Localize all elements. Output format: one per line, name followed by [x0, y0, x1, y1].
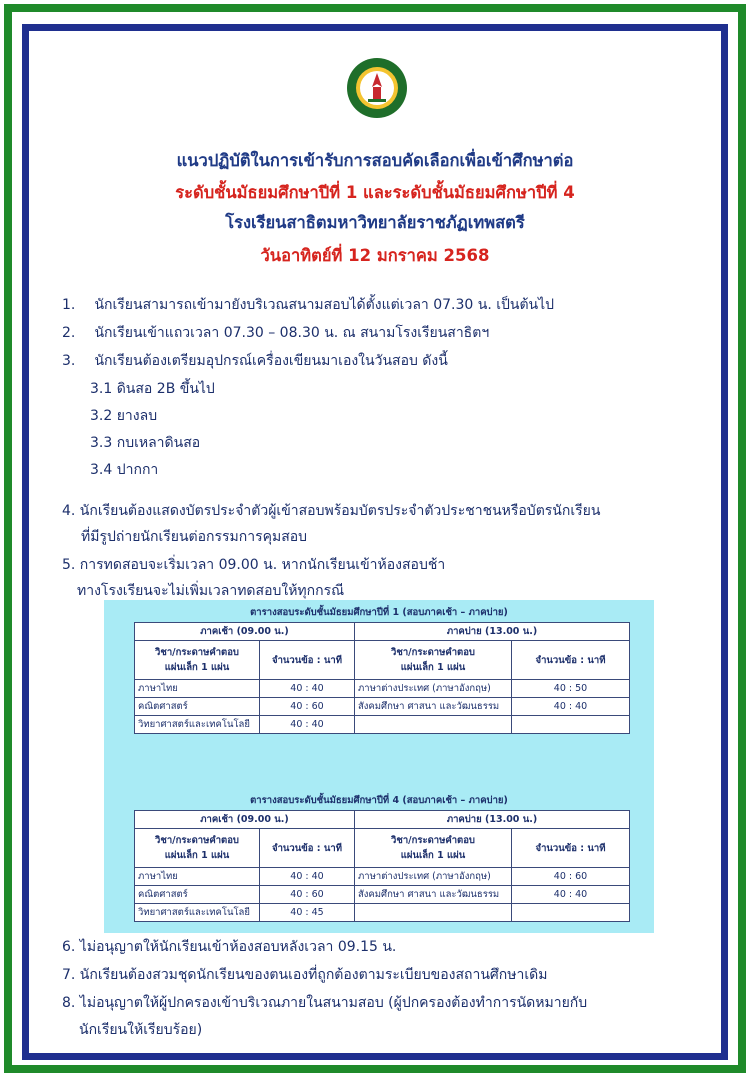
title-line-2: ระดับชั้นมัธยมศึกษาปีที่ 1 และระดับชั้นมัธยมศึกษาปีที่ 4 — [175, 183, 575, 202]
rule-5-line-1: 5. การทดสอบจะเริ่มเวลา 09.00 น. หากนักเรียนเข้าห้องสอบช้า — [62, 557, 446, 573]
count-header: จำนวนข้อ : นาที — [512, 641, 630, 680]
title-line-4: วันอาทิตย์ที่ 12 มกราคม 2568 — [260, 246, 490, 265]
morning-header: ภาคเช้า (09.00 น.) — [135, 811, 355, 829]
rule-8-line-1: 8. ไม่อนุญาตให้ผู้ปกครองเข้าบริเวณภายในสนามสอบ (ผู้ปกครองต้องทำการนัดหมายกับ — [62, 995, 588, 1011]
rule-number: 3. — [62, 353, 76, 369]
count-header: จำนวนข้อ : นาที — [260, 641, 355, 680]
rule-number: 2. — [62, 325, 76, 341]
table-row: ภาษาไทย 40 : 40 ภาษาต่างประเทศ (ภาษาอังกฤษ) 40 : 60 — [135, 868, 630, 886]
subject-header: วิชา/กระดาษคำตอบ แผ่นเล็ก 1 แผ่น — [355, 829, 512, 868]
exam-schedule-panel — [104, 600, 654, 933]
university-seal-icon — [346, 57, 408, 119]
rule-7: 7. นักเรียนต้องสวมชุดนักเรียนของตนเองที่ถูกต้องตามระเบียบของสถานศึกษาเดิม — [62, 967, 548, 983]
title-line-1: แนวปฏิบัติในการเข้ารับการสอบคัดเลือกเพื่อเข้าศึกษาต่อ — [176, 151, 574, 170]
rule-text: นักเรียนเข้าแถวเวลา 07.30 – 08.30 น. ณ สนามโรงเรียนสาธิตฯ — [94, 325, 490, 341]
subject-header: วิชา/กระดาษคำตอบ แผ่นเล็ก 1 แผ่น — [355, 641, 512, 680]
sub-item: 3.3 กบเหลาดินสอ — [90, 435, 201, 451]
table-row: คณิตศาสตร์ 40 : 60 สังคมศึกษา ศาสนา และวัฒนธรรม 40 : 40 — [135, 886, 630, 904]
sub-item: 3.4 ปากกา — [90, 462, 159, 478]
rule-4-line-1: 4. นักเรียนต้องแสดงบัตรประจำตัวผู้เข้าสอบพร้อมบัตรประจำตัวประชาชนหรือบัตรนักเรียน — [62, 503, 601, 519]
afternoon-header: ภาคบ่าย (13.00 น.) — [355, 811, 630, 829]
sub-item: 3.1 ดินสอ 2B ขึ้นไป — [90, 381, 215, 397]
rule-5-line-2: ทางโรงเรียนจะไม่เพิ่มเวลาทดสอบให้ทุกกรณี — [77, 583, 345, 599]
title-line-3: โรงเรียนสาธิตมหาวิทยาลัยราชภัฏเทพสตรี — [225, 213, 525, 232]
table-row: วิทยาศาสตร์และเทคโนโลยี 40 : 45 — [135, 904, 630, 922]
morning-header: ภาคเช้า (09.00 น.) — [135, 623, 355, 641]
table-caption-m1: ตารางสอบระดับชั้นมัธยมศึกษาปีที่ 1 (สอบภาคเช้า – ภาคบ่าย) — [250, 607, 508, 618]
rule-8-line-2: นักเรียนให้เรียบร้อย) — [79, 1022, 203, 1038]
subject-header: วิชา/กระดาษคำตอบ แผ่นเล็ก 1 แผ่น — [135, 641, 260, 680]
rule-1 — [62, 294, 554, 316]
exam-table-m4 — [134, 810, 630, 922]
count-header: จำนวนข้อ : นาที — [260, 829, 355, 868]
table-caption-m4: ตารางสอบระดับชั้นมัธยมศึกษาปีที่ 4 (สอบภาคเช้า – ภาคบ่าย) — [250, 795, 508, 806]
rule-text: นักเรียนต้องเตรียมอุปกรณ์เครื่องเขียนมาเองในวันสอบ ดังนี้ — [94, 353, 448, 369]
subject-header: วิชา/กระดาษคำตอบ แผ่นเล็ก 1 แผ่น — [135, 829, 260, 868]
count-header: จำนวนข้อ : นาที — [512, 829, 630, 868]
rule-6: 6. ไม่อนุญาตให้นักเรียนเข้าห้องสอบหลังเวลา 09.15 น. — [62, 939, 397, 955]
table-row: วิทยาศาสตร์และเทคโนโลยี 40 : 40 — [135, 716, 630, 734]
rule-text: นักเรียนสามารถเข้ามายังบริเวณสนามสอบได้ตั้งแต่เวลา 07.30 น. เป็นต้นไป — [94, 297, 555, 313]
table-row: คณิตศาสตร์ 40 : 60 สังคมศึกษา ศาสนา และวัฒนธรรม 40 : 40 — [135, 698, 630, 716]
rule-3 — [62, 350, 448, 372]
sub-item: 3.2 ยางลบ — [90, 408, 158, 424]
table-row: ภาษาไทย 40 : 40 ภาษาต่างประเทศ (ภาษาอังกฤษ) 40 : 50 — [135, 680, 630, 698]
exam-table-m1 — [134, 622, 630, 734]
rule-number: 1. — [62, 297, 76, 313]
rule-2 — [62, 322, 489, 344]
afternoon-header: ภาคบ่าย (13.00 น.) — [355, 623, 630, 641]
rule-4-line-2: ที่มีรูปถ่ายนักเรียนต่อกรรมการคุมสอบ — [81, 529, 308, 545]
